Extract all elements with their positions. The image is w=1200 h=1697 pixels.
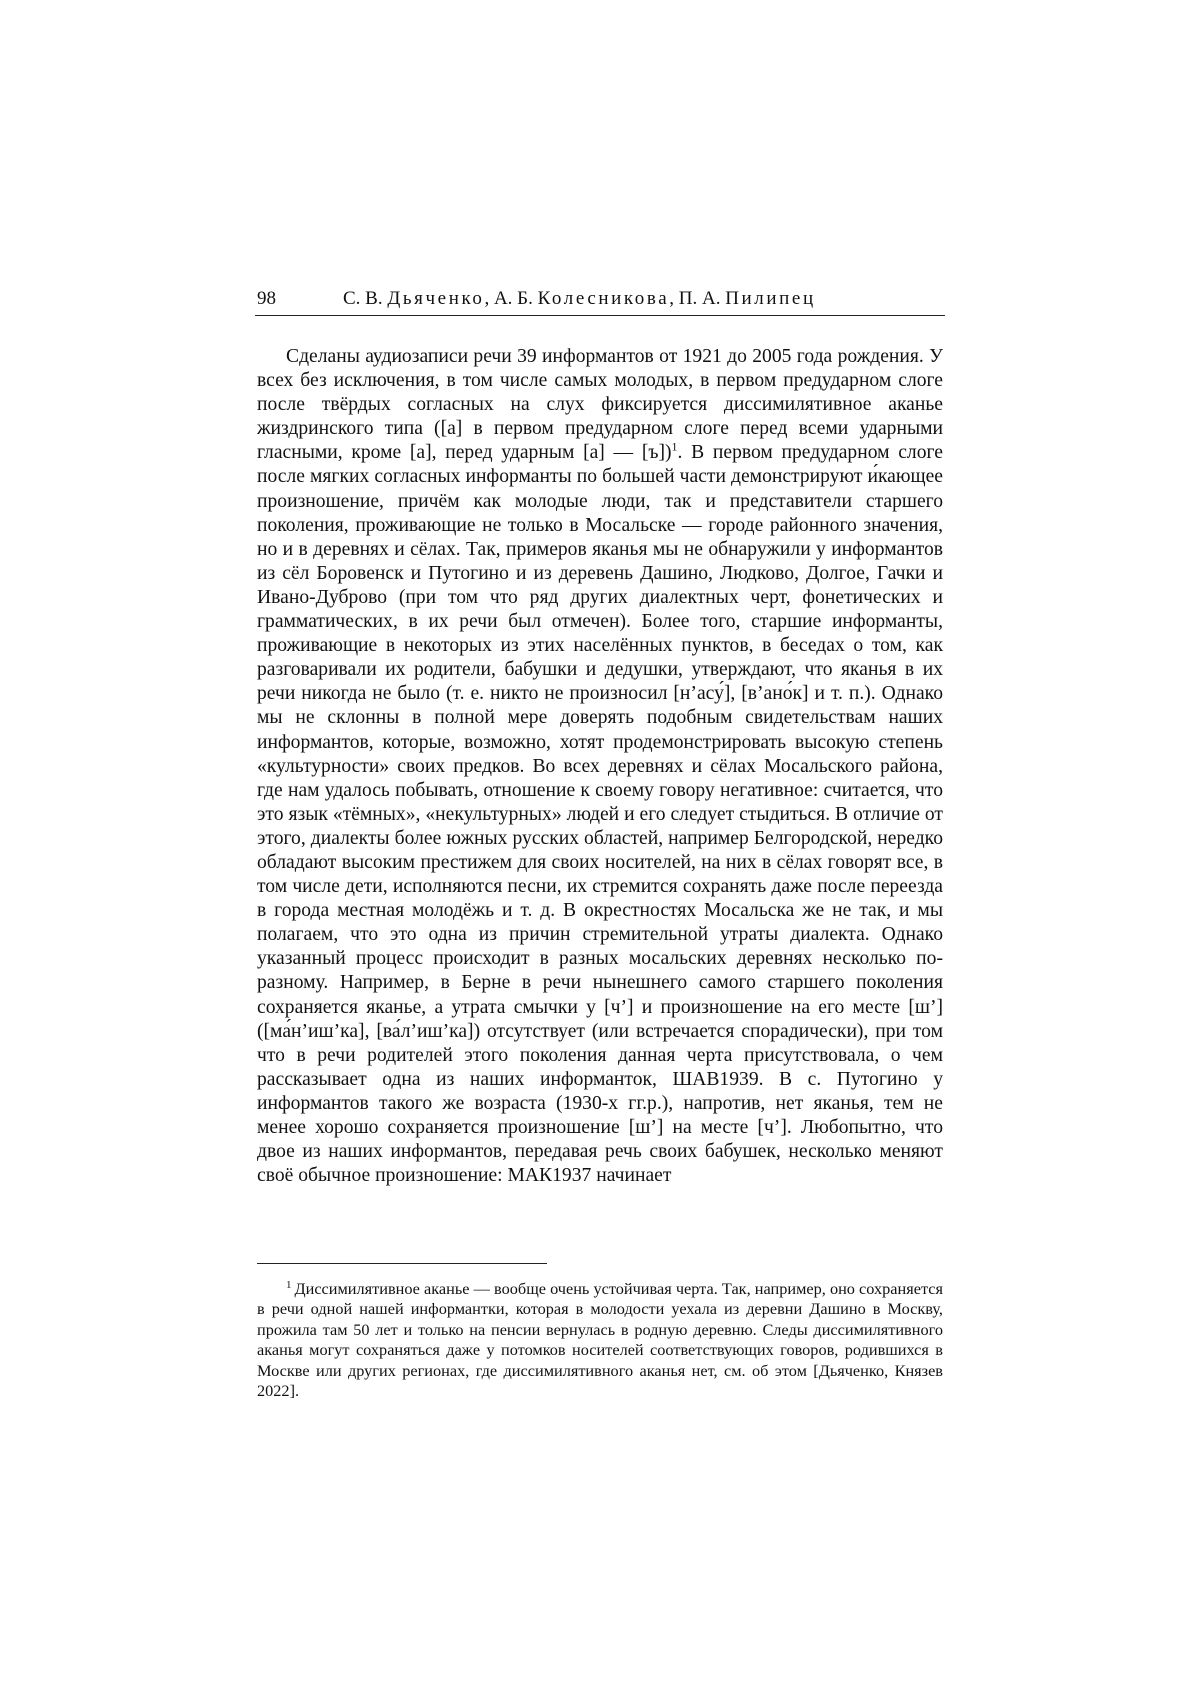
body-paragraph (257, 345, 943, 1188)
main-text (257, 345, 943, 1188)
footnotes (257, 1279, 943, 1401)
author-initials: П. А. (678, 288, 721, 309)
running-head (255, 287, 945, 316)
footnote-reference[interactable]: 1 (671, 439, 678, 454)
author-surname: Пилипец (725, 288, 816, 309)
paragraph-text: . В первом предударном слоге после мягких согласных информанты по большей части демонстрируют и́кающее произношение, причём как молодые люди, так и представители старшего поколения, проживающие не только в Мосальске — городе районного значения, но и в деревнях и сёлах. Так, примеров яканья мы не обнаружили у информантов из сёл Боровенск и Путогино и из деревень Дашино, Людково, Долгое, Гачки и Ивано-Дуброво (при том что ряд других диалектных черт, фонетических и грамматических, в их речи был отмечен). Более того, старшие информанты, проживающие в некоторых из этих населённых пунктов, в беседах о том, как разговаривали их родители, бабушки и дедушки, утверждают, что яканья в их речи никогда не было (т. е. никто не произносил [н’асу́], [в’ано́к] и т. п.). Однако мы не склонны в полной мере доверять подобным свидетельствам наших информантов, которые, возможно, хотят продемонстрировать высокую степень «культурности» своих предков. Во всех деревнях и сёлах Мосальского района, где нам удалось побывать, отношение к своему говору негативное: считается, что это язык «тёмных», «некультурных» людей и его следует стыдиться. В отличие от этого, диалекты более южных русских областей, например Белгородской, нередко обладают высоким престижем для своих носителей, на них в сёлах говорят все, в том числе дети, исполняются песни, их стремится сохранять даже после переезда в города местная молодёжь и т. д. В окрестностях Мосальска же не так, и мы полагаем, что это одна из причин стремительной утраты диалекта. Однако указанный процесс происходит в разных мосальских деревнях несколько по-разному. Например, в Берне в речи нынешнего самого старшего поколения сохраняется яканье, а утрата смычки у [ч’] и произношение на его месте [ш’] ([ма́н’иш’ка], [ва́л’иш’ка]) отсутствует (или встречается спорадически), при том что в речи родителей этого поколения данная черта присутствовала, о чем рассказывает одна из наших информанток, ШАВ1939. В с. Путогино у информантов такого же возраста (1930-х гг.р.), напротив, нет яканья, тем не менее хорошо сохраняется произношение [ш’] на месте [ч’]. Любопытно, что двое из наших информантов, передавая речь своих бабушек, несколько меняют своё обычное произношение: МАК1937 начинает (257, 442, 943, 1187)
author-initials: С. В. (343, 288, 383, 309)
page-number: 98 (257, 288, 276, 309)
footnote-text: Диссимилятивное аканье — вообще очень устойчивая черта. Так, например, оно сохраняется в речи одной нашей информантки, которая в молодости уехала из деревни Дашино в Москву, прожила там 50 лет и только на пенсии вернулась в родную деревню. Следы диссимилятивного аканья могут сохраняться даже у потомков носителей соответствующих говоров, родившихся в Москве или других регионах, где диссимилятивного аканья нет, см. об этом [Дьяченко, Князев 2022]. (257, 1279, 943, 1401)
author-initials: А. Б. (493, 288, 533, 309)
footnote-divider (257, 1263, 547, 1264)
running-head-authors: С. В. Дьяченко, А. Б. Колесникова, П. А. Пилипец (343, 288, 816, 309)
footnote (257, 1279, 943, 1401)
footnote-marker: 1 (286, 1278, 292, 1291)
paragraph-text: Сделаны аудиозаписи речи 39 информантов от 1921 до 2005 года рождения. У всех без исключения, в том числе самых молодых, в первом предударном слоге после твёрдых согласных на слух фиксируется диссимилятивное аканье жиздринского типа ([а] в первом предударном слоге перед всеми ударными гласными, кроме [а], перед ударным [а] — [ъ]) (257, 346, 943, 464)
author-surname: Колесникова (537, 288, 670, 309)
author-surname: Дьяченко (387, 288, 485, 309)
